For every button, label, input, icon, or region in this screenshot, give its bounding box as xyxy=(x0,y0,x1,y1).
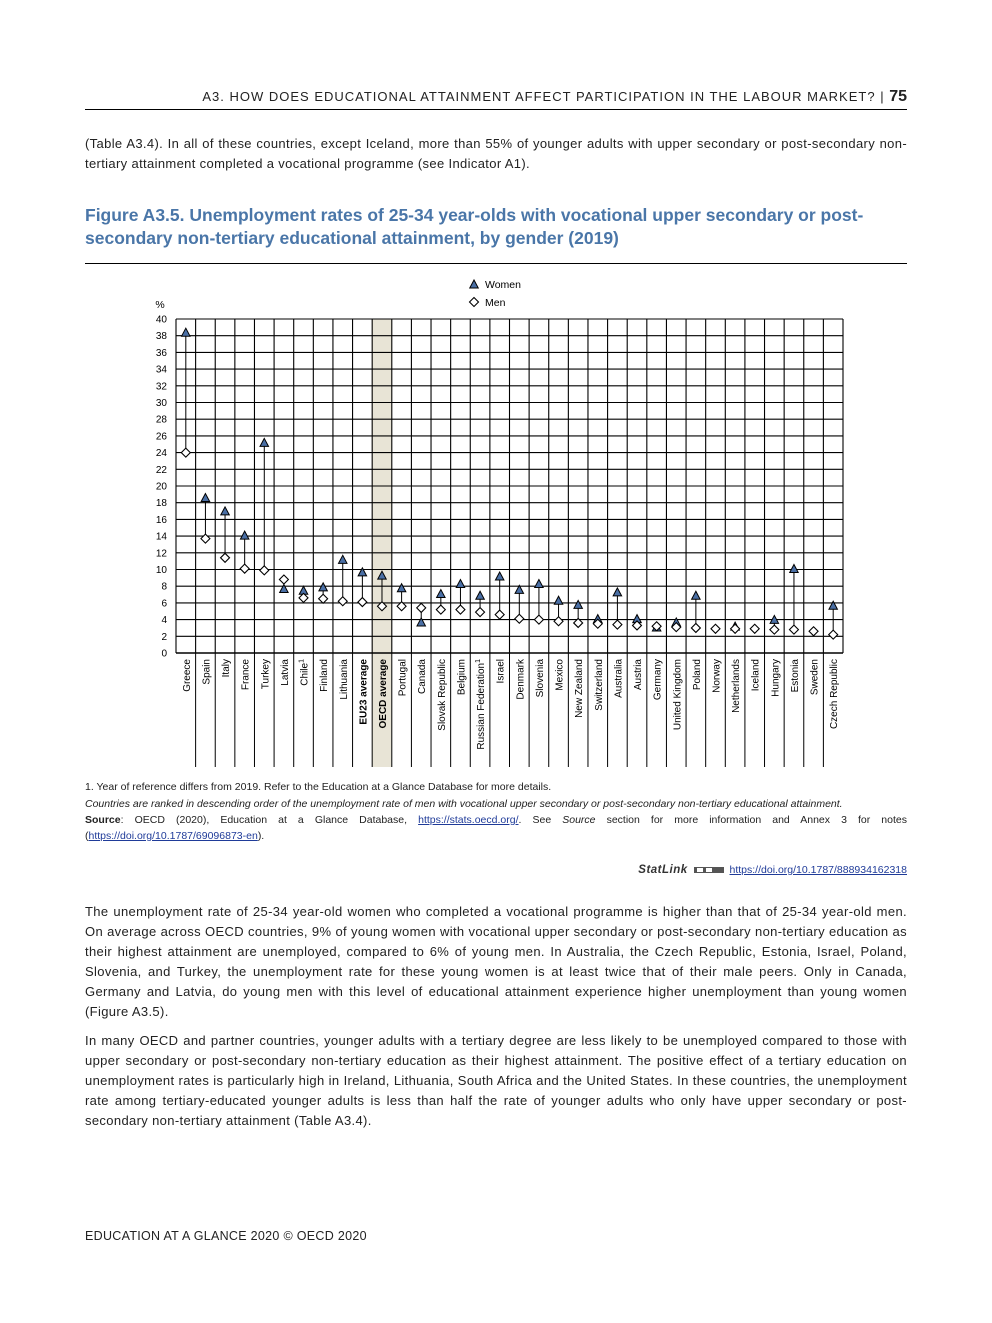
statlink-url[interactable]: https://doi.org/10.1787/888934162318 xyxy=(729,864,907,876)
category-superscript: 1 xyxy=(298,659,306,663)
y-tick-label: 34 xyxy=(155,364,167,376)
category-label: OECD average xyxy=(377,659,389,729)
men-marker xyxy=(181,448,190,457)
page-footer: EDUCATION AT A GLANCE 2020 © OECD 2020 xyxy=(85,1229,367,1243)
category-label: France xyxy=(240,659,252,691)
men-marker xyxy=(750,624,759,633)
women-marker xyxy=(240,531,249,539)
category-label: Austria xyxy=(633,659,645,691)
women-marker xyxy=(221,507,230,515)
category-label: Australia xyxy=(613,659,625,698)
statlink-label: StatLink xyxy=(638,864,688,876)
men-marker xyxy=(534,615,543,624)
category-label: EU23 average xyxy=(358,659,370,725)
category-label: Greece xyxy=(181,659,193,692)
category-label: Slovenia xyxy=(534,659,546,698)
category-label: Poland xyxy=(691,659,703,691)
men-marker xyxy=(476,608,485,617)
category-label: Sweden xyxy=(809,659,821,696)
category-label: Latvia xyxy=(279,659,291,686)
ranking-note: Countries are ranked in descending order of the unemployment rate of men with vocational upper secondary or post-secondary non-tertiary educational attainment. xyxy=(85,798,843,810)
source-italic: Source xyxy=(562,814,596,826)
category-label: Lithuania xyxy=(338,659,350,700)
y-tick-label: 12 xyxy=(155,548,167,560)
legend-women-marker xyxy=(470,280,479,288)
source-text: : OECD (2020), Education at a Glance Database, xyxy=(120,814,419,826)
category-label: Norway xyxy=(711,659,723,693)
women-marker xyxy=(201,494,210,502)
figure-rule xyxy=(85,263,907,264)
statlink-logo-icon xyxy=(694,865,724,875)
men-marker xyxy=(240,564,249,573)
source-text-3: section for more information and Annex 3 for notes ( xyxy=(85,814,907,842)
women-marker xyxy=(339,555,348,563)
women-marker xyxy=(692,591,701,599)
y-tick-label: 18 xyxy=(155,498,167,510)
y-tick-label: 36 xyxy=(155,347,167,359)
women-marker xyxy=(535,580,544,588)
women-marker xyxy=(790,565,799,573)
statlink xyxy=(85,864,907,876)
women-marker xyxy=(554,596,563,604)
women-marker xyxy=(182,328,191,336)
category-label: Turkey xyxy=(260,659,272,690)
men-marker xyxy=(554,617,563,626)
men-marker xyxy=(260,566,269,575)
men-marker xyxy=(201,534,210,543)
women-marker xyxy=(397,584,406,592)
category-superscript: 1 xyxy=(475,659,483,663)
y-tick-label: 2 xyxy=(161,631,167,643)
intro-paragraph: (Table A3.4). In all of these countries, except Iceland, more than 55% of younger adults with upper secondary or post-secondary non-tertiary attainment completed a vocational programme (see Indicator A1). xyxy=(85,136,907,171)
y-tick-label: 28 xyxy=(155,414,167,426)
category-label: Spain xyxy=(201,659,213,685)
men-marker xyxy=(515,614,524,623)
y-tick-label: 4 xyxy=(161,615,167,627)
women-marker xyxy=(574,600,583,608)
y-axis-unit: % xyxy=(155,299,165,311)
women-marker xyxy=(495,572,504,580)
y-tick-label: 40 xyxy=(155,314,167,326)
men-marker xyxy=(495,610,504,619)
category-label: Czech Republic xyxy=(829,659,841,730)
category-label: Mexico xyxy=(554,659,566,691)
y-tick-label: 14 xyxy=(155,531,167,543)
category-label: Belgium xyxy=(456,659,468,696)
women-marker xyxy=(260,438,269,446)
category-label: Denmark xyxy=(515,659,527,700)
men-marker xyxy=(613,620,622,629)
men-marker xyxy=(417,603,426,612)
category-label: Portugal xyxy=(397,659,409,697)
body-paragraph-2: In many OECD and partner countries, younger adults with a tertiary degree are less likely to be unemployed compared to those with upper secondary or post-secondary non-tertiary education as their highest attainment. The positive effect of a tertiary education on unemployment rates is particularly high in Ireland, Lithuania, South Africa and the United States. In these countries, the unemployment rate among tertiary-educated younger adults is less than half the rate of younger adults who only have upper secondary or post-secondary non-tertiary attainment (Table A3.4). xyxy=(85,1033,907,1128)
source-end: ). xyxy=(257,830,265,842)
running-title: A3. HOW DOES EDUCATIONAL ATTAINMENT AFFECT PARTICIPATION IN THE LABOUR MARKET? xyxy=(202,89,876,104)
y-tick-label: 26 xyxy=(155,431,167,443)
source-label: Source xyxy=(85,814,121,826)
y-tick-label: 24 xyxy=(155,448,167,460)
category-label: Slovak Republic xyxy=(436,659,448,731)
y-tick-label: 20 xyxy=(155,481,167,493)
category-label: Canada xyxy=(417,659,429,695)
category-label: Netherlands xyxy=(731,659,743,713)
men-marker xyxy=(789,625,798,634)
men-marker xyxy=(279,575,288,584)
category-label: Israel xyxy=(495,659,507,684)
category-label: Switzerland xyxy=(593,659,605,711)
header-rule xyxy=(85,109,907,110)
body-paragraph-1: The unemployment rate of 25-34 year-old women who completed a vocational programme is higher than that of 25-34 year-old men. On average across OECD countries, 9% of young women with vocational upper secondary or post-secondary non-tertiary education as their highest attainment are unemployed, compared to 6% of young men. In Australia, the Czech Republic, Estonia, Israel, Poland, Slovenia, and Turkey, the unemployment rate for these young women is at least twice that of their male peers. Only in Canada, Germany and Latvia, do young men with this level of educational attainment experience higher unemployment than young women (Figure A3.5). xyxy=(85,904,907,1019)
men-marker xyxy=(221,553,230,562)
men-marker xyxy=(711,624,720,633)
page-number: 75 xyxy=(889,88,907,105)
category-label: Germany xyxy=(652,659,664,701)
y-tick-label: 8 xyxy=(161,581,167,593)
men-marker xyxy=(770,625,779,634)
unemployment-chart xyxy=(85,270,907,770)
men-marker xyxy=(456,605,465,614)
women-marker xyxy=(476,591,485,599)
men-marker xyxy=(809,627,818,636)
running-header xyxy=(85,88,907,108)
y-tick-label: 30 xyxy=(155,398,167,409)
legend-men-label: Men xyxy=(485,297,506,309)
category-label: Italy xyxy=(221,659,233,678)
y-tick-label: 10 xyxy=(155,565,167,576)
men-marker xyxy=(731,624,740,633)
footnote: 1. Year of reference differs from 2019. Refer to the Education at a Glance Database for more details. xyxy=(85,781,552,793)
men-marker xyxy=(299,593,308,602)
men-marker xyxy=(319,594,328,603)
women-marker xyxy=(613,588,622,596)
women-marker xyxy=(319,583,328,591)
men-marker xyxy=(691,623,700,632)
y-tick-label: 0 xyxy=(161,648,167,660)
men-marker xyxy=(436,605,445,614)
stats-link[interactable]: https://stats.oecd.org/ xyxy=(418,814,519,826)
header-separator: | xyxy=(880,89,885,104)
source-text-2: . See xyxy=(518,814,563,826)
legend-women-label: Women xyxy=(485,279,521,291)
legend-men-marker xyxy=(470,298,479,307)
category-label: Hungary xyxy=(770,659,782,697)
doi-link[interactable]: https://doi.org/10.1787/69096873-en xyxy=(88,830,258,842)
y-tick-label: 16 xyxy=(155,514,167,526)
men-marker xyxy=(829,630,838,639)
source-note xyxy=(85,812,907,844)
women-marker xyxy=(456,580,465,588)
category-label: Finland xyxy=(319,659,331,692)
figure-title: Figure A3.5. Unemployment rates of 25-34 year-olds with vocational upper secondary or post-secondary non-tertiary educational attainment, by gender (2019) xyxy=(85,205,864,248)
y-tick-label: 22 xyxy=(155,464,167,476)
category-label: Russian Federation$^1$ xyxy=(475,659,488,750)
category-label: Chile$^1$ xyxy=(298,659,311,686)
category-label: New Zealand xyxy=(574,659,586,718)
category-label: Iceland xyxy=(750,659,762,692)
men-marker xyxy=(358,598,367,607)
category-label: Estonia xyxy=(789,659,801,693)
men-marker xyxy=(338,597,347,606)
y-tick-label: 6 xyxy=(161,598,167,610)
y-tick-label: 32 xyxy=(155,381,167,393)
women-marker xyxy=(437,590,446,598)
category-label: United Kingdom xyxy=(672,659,684,731)
y-tick-label: 38 xyxy=(155,331,167,343)
